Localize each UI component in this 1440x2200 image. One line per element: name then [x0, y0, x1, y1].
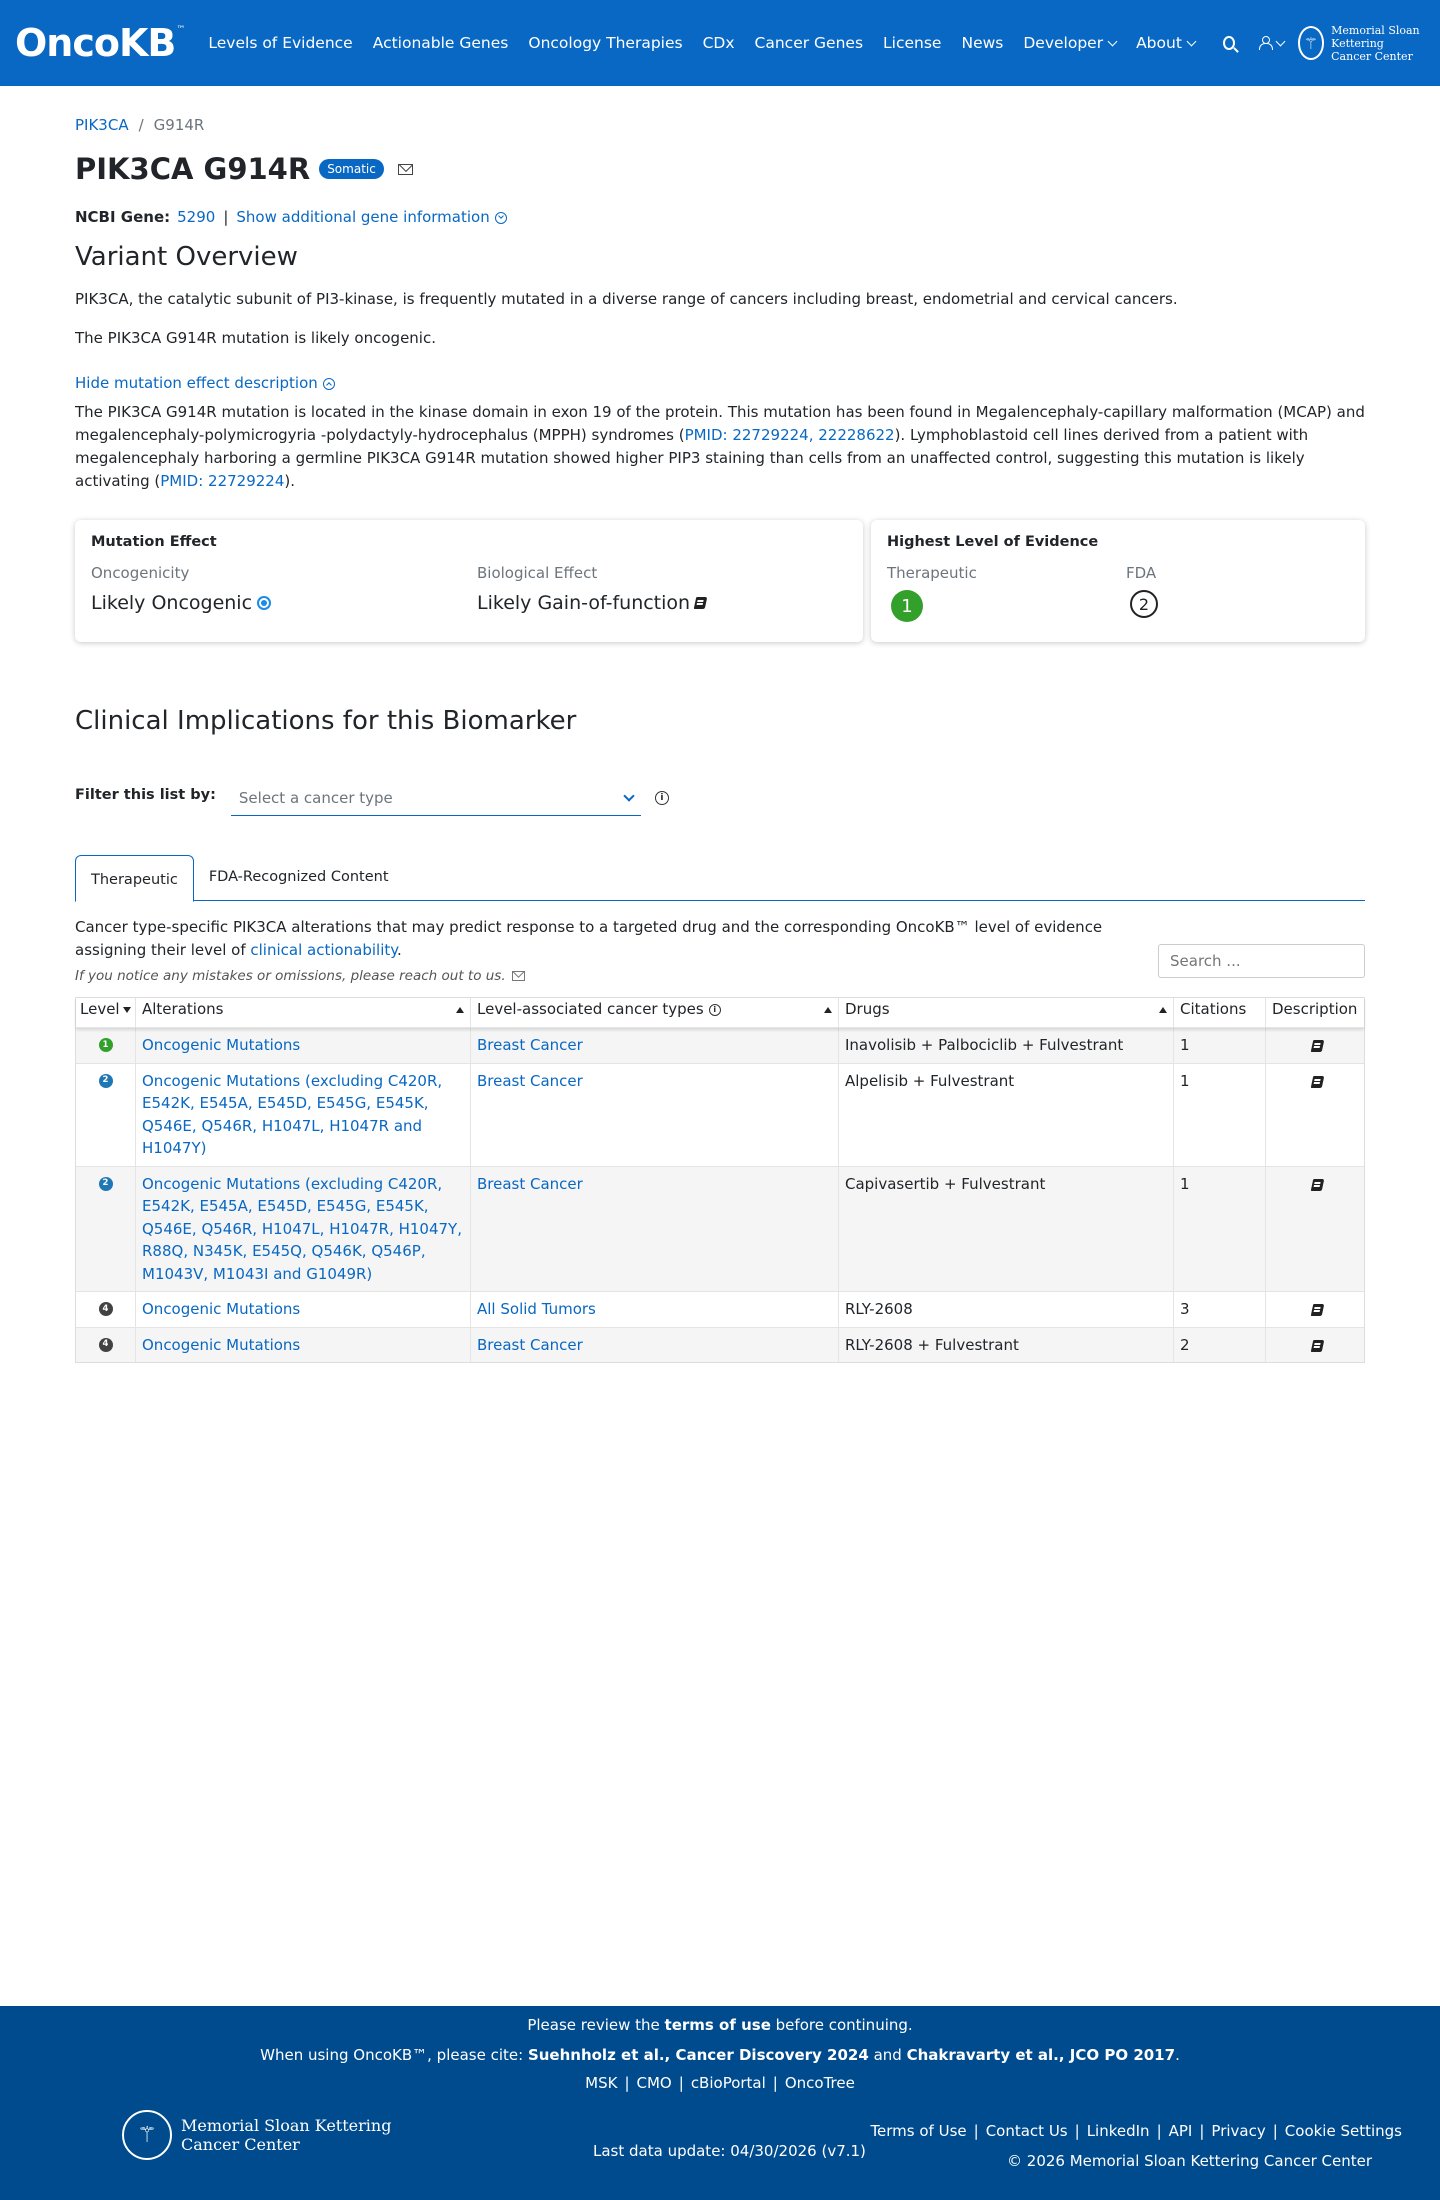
breadcrumb-gene-link[interactable]: PIK3CA	[75, 116, 129, 134]
biological-effect-value-row	[477, 592, 706, 614]
level-4-icon[interactable]: 4	[99, 1338, 113, 1352]
row-alteration-cell	[136, 1167, 471, 1292]
col-header-drugs[interactable]	[839, 998, 1174, 1028]
cancer-type-link[interactable]: Breast Cancer	[477, 1036, 583, 1054]
logo-tm: ™	[176, 25, 185, 35]
alteration-link[interactable]: Oncogenic Mutations	[142, 1335, 301, 1354]
user-icon	[1259, 36, 1271, 50]
info-icon[interactable]: i	[655, 791, 669, 805]
highest-level-columns	[887, 564, 1349, 622]
highest-level-heading: Highest Level of Evidence	[887, 534, 1099, 550]
oncokb-logo[interactable]	[15, 21, 184, 65]
therapeutic-description	[75, 916, 1135, 962]
table-row	[76, 1064, 1364, 1167]
last-data-update: Last data update: 04/30/2026 (v7.1)	[593, 2142, 866, 2160]
nav-oncology-therapies[interactable]: Oncology Therapies	[528, 34, 683, 52]
row-drugs-cell: Capivasertib + Fulvestrant	[839, 1167, 1174, 1292]
col-header-citations[interactable]	[1174, 998, 1266, 1028]
footer-links	[870, 2122, 1402, 2140]
effect-text-3: ).	[284, 472, 296, 490]
level-2-icon[interactable]: 2	[99, 1074, 113, 1088]
hide-mutation-effect-link[interactable]	[75, 374, 335, 392]
terms-of-use-link[interactable]: terms of use	[664, 2016, 771, 2034]
nav-news[interactable]: News	[961, 34, 1004, 52]
nav-levels-of-evidence[interactable]: Levels of Evidence	[208, 34, 353, 52]
ncbi-pipe: |	[223, 208, 229, 226]
description-end: .	[397, 941, 402, 959]
variant-summary: The PIK3CA G914R mutation is likely oncogenic.	[75, 329, 436, 347]
footer-msk-line2: Cancer Center	[181, 2135, 300, 2154]
col-header-description	[1266, 998, 1364, 1028]
row-citations-cell[interactable]: 2	[1174, 1328, 1266, 1363]
pipe-separator: |	[678, 2074, 684, 2092]
info-icon[interactable]: i	[709, 1004, 721, 1016]
clinical-implications-heading: Clinical Implications for this Biomarker	[75, 706, 577, 736]
row-level-cell	[76, 1292, 136, 1327]
logo-text: OncoKB	[15, 21, 176, 65]
tab-description	[75, 916, 1365, 984]
nav-about-label: About	[1136, 34, 1182, 52]
partner-link-msk[interactable]: MSK	[585, 2074, 618, 2092]
page-title: PIK3CA G914R	[75, 152, 311, 186]
row-description-cell	[1266, 1167, 1364, 1292]
row-drugs-cell: Alpelisib + Fulvestrant	[839, 1064, 1174, 1166]
filter-label: Filter this list by:	[75, 787, 216, 803]
row-description-cell	[1266, 1028, 1364, 1063]
nav-right	[1223, 24, 1440, 63]
oncogenic-icon	[257, 596, 271, 610]
terms-notice	[0, 2016, 1440, 2034]
col-cancer-types-label: Level-associated cancer types	[477, 1000, 704, 1019]
account-dropdown[interactable]	[1259, 36, 1284, 50]
partner-link-cbioportal[interactable]: cBioPortal	[690, 2074, 766, 2092]
oncogenicity-value: Likely Oncogenic	[91, 592, 253, 614]
cancer-type-link[interactable]: Breast Cancer	[477, 1335, 583, 1354]
col-level-label: Level	[80, 1000, 120, 1019]
level-2-icon[interactable]: 2	[99, 1177, 113, 1191]
terms-text-pre: Please review the	[527, 2016, 665, 2034]
col-alterations-label: Alterations	[142, 1000, 224, 1019]
alteration-link[interactable]: Oncogenic Mutations (excluding C420R, E542K, E545A, E545D, E545G, E545K, Q546E, Q546R, H1047L, H1047R, H1047Y, R88Q, N345K, E545Q, Q546K, Q546P, M1043V, M1043I and G1049R)	[142, 1174, 462, 1283]
biological-effect-label: Biological Effect	[477, 564, 598, 582]
oncogenicity-label: Oncogenicity	[91, 564, 190, 582]
title-row	[75, 152, 1365, 186]
biological-effect-col	[477, 564, 706, 614]
msk-emblem-icon: ⚚	[1298, 26, 1325, 60]
row-citations-cell[interactable]: 1	[1174, 1167, 1266, 1292]
sort-desc-icon	[123, 1007, 131, 1013]
hide-mutation-effect-label: Hide mutation effect description	[75, 374, 318, 392]
effect-text-2: ). Lymphoblastoid cell lines derived from a patient with megalencephaly harboring a germline PIK3CA G914R mutation showed higher PIP3 staining than cells from an unaffected control, suggesting this mutation is likely activating (	[75, 426, 1309, 490]
row-drugs-cell: RLY-2608 + Fulvestrant	[839, 1328, 1174, 1363]
nav-developer-label: Developer	[1023, 34, 1104, 52]
footer-link-contact[interactable]: Contact Us	[985, 2122, 1068, 2140]
msk-line2: Cancer Center	[1331, 49, 1413, 63]
oncogenicity-value-row	[91, 592, 477, 614]
somatic-badge: Somatic	[319, 159, 384, 179]
pipe-separator: |	[1156, 2122, 1162, 2140]
top-navbar	[0, 0, 1440, 86]
table-row	[76, 1167, 1364, 1293]
row-alteration-cell	[136, 1028, 471, 1063]
sort-icon	[456, 1007, 464, 1013]
pmid-link-2[interactable]: PMID: 22729224	[160, 472, 285, 490]
pipe-separator: |	[1074, 2122, 1080, 2140]
fda-col	[1126, 564, 1158, 622]
breadcrumb	[75, 116, 1365, 134]
tab-therapeutic[interactable]: Therapeutic	[75, 855, 194, 902]
row-description-cell	[1266, 1328, 1364, 1363]
nav-developer-dropdown[interactable]	[1023, 34, 1116, 52]
show-gene-info-label: Show additional gene information	[236, 208, 490, 226]
book-icon[interactable]	[1311, 1304, 1325, 1316]
nav-about-dropdown[interactable]	[1136, 34, 1195, 52]
table-row	[76, 1292, 1364, 1328]
footer-msk-logo[interactable]	[122, 2110, 391, 2160]
highest-level-card	[871, 520, 1365, 642]
nav-actionable-genes[interactable]: Actionable Genes	[372, 34, 509, 52]
breadcrumb-variant: G914R	[153, 116, 205, 134]
row-cancer-type-cell	[471, 1328, 839, 1363]
level-1-icon[interactable]: 1	[99, 1038, 113, 1052]
chevron-down-icon	[1186, 36, 1196, 46]
oncogenicity-col	[91, 564, 477, 614]
book-icon[interactable]	[1311, 1076, 1325, 1088]
nav-cdx[interactable]: CDx	[702, 34, 735, 52]
row-description-cell	[1266, 1292, 1364, 1327]
row-cancer-type-cell	[471, 1292, 839, 1327]
ncbi-gene-row	[75, 208, 1365, 226]
copyright: © 2026 Memorial Sloan Kettering Cancer Center	[1007, 2152, 1372, 2170]
notice-text: If you notice any mistakes or omissions, please reach out to us.	[75, 968, 506, 984]
partner-link-cmo[interactable]: CMO	[636, 2074, 672, 2092]
msk-logo-text	[1331, 24, 1440, 63]
col-header-cancer-types[interactable]	[471, 998, 839, 1028]
footer-msk-line1: Memorial Sloan Kettering	[181, 2116, 392, 2135]
table-header	[76, 998, 1364, 1028]
cancer-type-placeholder: Select a cancer type	[238, 788, 393, 807]
footer-link-privacy[interactable]: Privacy	[1211, 2122, 1266, 2140]
therapeutic-col	[887, 564, 1126, 622]
ncbi-gene-link[interactable]: 5290	[177, 208, 216, 226]
cite-text-post: .	[1175, 2046, 1180, 2064]
filter-row	[75, 774, 1365, 816]
search-icon[interactable]	[1223, 36, 1235, 50]
mail-icon[interactable]	[512, 971, 525, 981]
pipe-separator: |	[973, 2122, 979, 2140]
ncbi-gene-label: NCBI Gene:	[75, 208, 171, 226]
alteration-link[interactable]: Oncogenic Mutations (excluding C420R, E542K, E545A, E545D, E545G, E545K, Q546E, Q546R, H1047L, H1047R and H1047Y)	[142, 1071, 443, 1157]
row-description-cell	[1266, 1064, 1364, 1166]
citation-link-2[interactable]: Chakravarty et al., JCO PO 2017	[906, 2046, 1176, 2064]
mail-icon[interactable]	[398, 164, 413, 175]
show-gene-info-toggle[interactable]	[236, 208, 506, 226]
citation-notice	[0, 2046, 1440, 2064]
terms-text-post: before continuing.	[770, 2016, 913, 2034]
summary-cards	[75, 520, 1365, 642]
col-header-level[interactable]	[76, 998, 136, 1028]
main-content	[75, 86, 1365, 1363]
mutation-effect-heading: Mutation Effect	[91, 534, 217, 550]
book-icon[interactable]	[694, 597, 708, 609]
row-level-cell	[76, 1167, 136, 1292]
clinical-actionability-link[interactable]: clinical actionability	[250, 941, 398, 959]
fda-label: FDA	[1126, 564, 1157, 582]
partner-links	[0, 2074, 1440, 2092]
row-cancer-type-cell	[471, 1028, 839, 1063]
mutation-effect-columns	[91, 564, 847, 614]
book-icon[interactable]	[1311, 1040, 1325, 1052]
pipe-separator: |	[1272, 2122, 1278, 2140]
evidence-tabs	[75, 855, 1365, 901]
row-alteration-cell	[136, 1064, 471, 1166]
row-cancer-type-cell	[471, 1167, 839, 1292]
cite-and: and	[868, 2046, 907, 2064]
col-description-label: Description	[1272, 1000, 1358, 1019]
msk-logo[interactable]	[1298, 24, 1440, 63]
row-level-cell	[76, 1064, 136, 1166]
chevron-down-icon	[1108, 36, 1118, 46]
row-citations-cell[interactable]: 3	[1174, 1292, 1266, 1327]
gene-summary: PIK3CA, the catalytic subunit of PI3-kinase, is frequently mutated in a diverse range of cancers including breast, endometrial and cervical cancers.	[75, 290, 1178, 308]
description-text: Cancer type-specific PIK3CA alterations that may predict response to a targeted drug and the corresponding OncoKB™ level of evidence assigning their level of	[75, 918, 1103, 959]
level-4-icon[interactable]: 4	[99, 1302, 113, 1316]
row-cancer-type-cell	[471, 1064, 839, 1166]
cancer-type-link[interactable]: Breast Cancer	[477, 1174, 583, 1193]
pipe-separator: |	[624, 2074, 630, 2092]
cancer-type-link[interactable]: Breast Cancer	[477, 1071, 583, 1090]
nav-cancer-genes[interactable]: Cancer Genes	[754, 34, 864, 52]
row-level-cell	[76, 1328, 136, 1363]
nav-menu	[208, 34, 1215, 52]
row-drugs-cell: RLY-2608	[839, 1292, 1174, 1327]
level-1-icon[interactable]: 1	[891, 590, 923, 622]
cancer-type-link[interactable]: All Solid Tumors	[477, 1300, 596, 1318]
mutation-effect-card	[75, 520, 863, 642]
row-drugs-cell: Inavolisib + Palbociclib + Fulvestrant	[839, 1028, 1174, 1063]
pipe-separator: |	[1199, 2122, 1205, 2140]
nav-license[interactable]: License	[883, 34, 942, 52]
pmid-link-1[interactable]: PMID: 22729224, 22228622	[684, 426, 895, 444]
col-drugs-label: Drugs	[845, 1000, 890, 1019]
footer-link-cookie-settings[interactable]: Cookie Settings	[1284, 2122, 1402, 2140]
chevron-circle-up-icon	[323, 378, 335, 390]
msk-line1: Memorial Sloan Kettering	[1331, 23, 1420, 50]
table-search-input[interactable]	[1158, 944, 1365, 978]
fda-level-2-icon[interactable]: 2	[1130, 590, 1158, 618]
hide-effect-row	[75, 372, 1365, 395]
implications-table	[75, 997, 1365, 1363]
therapeutic-label: Therapeutic	[887, 564, 977, 582]
partner-link-oncotree[interactable]: OncoTree	[784, 2074, 855, 2092]
footer-link-terms[interactable]: Terms of Use	[870, 2122, 967, 2140]
table-row	[76, 1028, 1364, 1064]
effect-text-1: The PIK3CA G914R mutation is located in the kinase domain in exon 19 of the protein. This mutation has been found in Megalencephaly-capillary malformation (MCAP) and megalencephaly-polymicrogyria -polydactyly-hydrocephalus (MPPH) syndromes (	[75, 403, 1365, 444]
biological-effect-value: Likely Gain-of-function	[477, 592, 691, 614]
pipe-separator: |	[772, 2074, 778, 2092]
tab-fda-recognized-content[interactable]: FDA-Recognized Content	[208, 869, 389, 885]
row-citations-cell[interactable]: 1	[1174, 1064, 1266, 1166]
cite-text-pre: When using OncoKB™, please cite:	[260, 2046, 528, 2064]
alteration-link[interactable]: Oncogenic Mutations	[142, 1300, 301, 1318]
col-cancer-types-label-wrap	[477, 998, 721, 1021]
book-icon[interactable]	[1311, 1340, 1325, 1352]
variant-overview-heading: Variant Overview	[75, 242, 298, 272]
mutation-effect-description	[75, 401, 1365, 493]
alteration-link[interactable]: Oncogenic Mutations	[142, 1036, 301, 1054]
row-alteration-cell	[136, 1292, 471, 1327]
cancer-type-select[interactable]	[231, 780, 641, 816]
chevron-down-icon	[1275, 36, 1285, 46]
table-row	[76, 1328, 1364, 1363]
sort-icon	[824, 1007, 832, 1013]
breadcrumb-separator: /	[138, 116, 144, 134]
sort-icon	[1159, 1007, 1167, 1013]
book-icon[interactable]	[1311, 1179, 1325, 1191]
chevron-circle-down-icon	[495, 212, 507, 224]
footer-link-api[interactable]: API	[1168, 2122, 1193, 2140]
msk-emblem-icon: ⚚	[122, 2110, 172, 2160]
chevron-down-icon	[623, 790, 634, 801]
footer-msk-text	[181, 2116, 391, 2154]
col-header-alterations[interactable]	[136, 998, 471, 1028]
row-alteration-cell	[136, 1328, 471, 1363]
row-level-cell	[76, 1028, 136, 1063]
row-citations-cell[interactable]: 1	[1174, 1028, 1266, 1063]
footer-link-linkedin[interactable]: LinkedIn	[1086, 2122, 1150, 2140]
citation-link-1[interactable]: Suehnholz et al., Cancer Discovery 2024	[527, 2046, 869, 2064]
col-citations-label: Citations	[1180, 1000, 1247, 1019]
footer	[0, 2006, 1440, 2200]
